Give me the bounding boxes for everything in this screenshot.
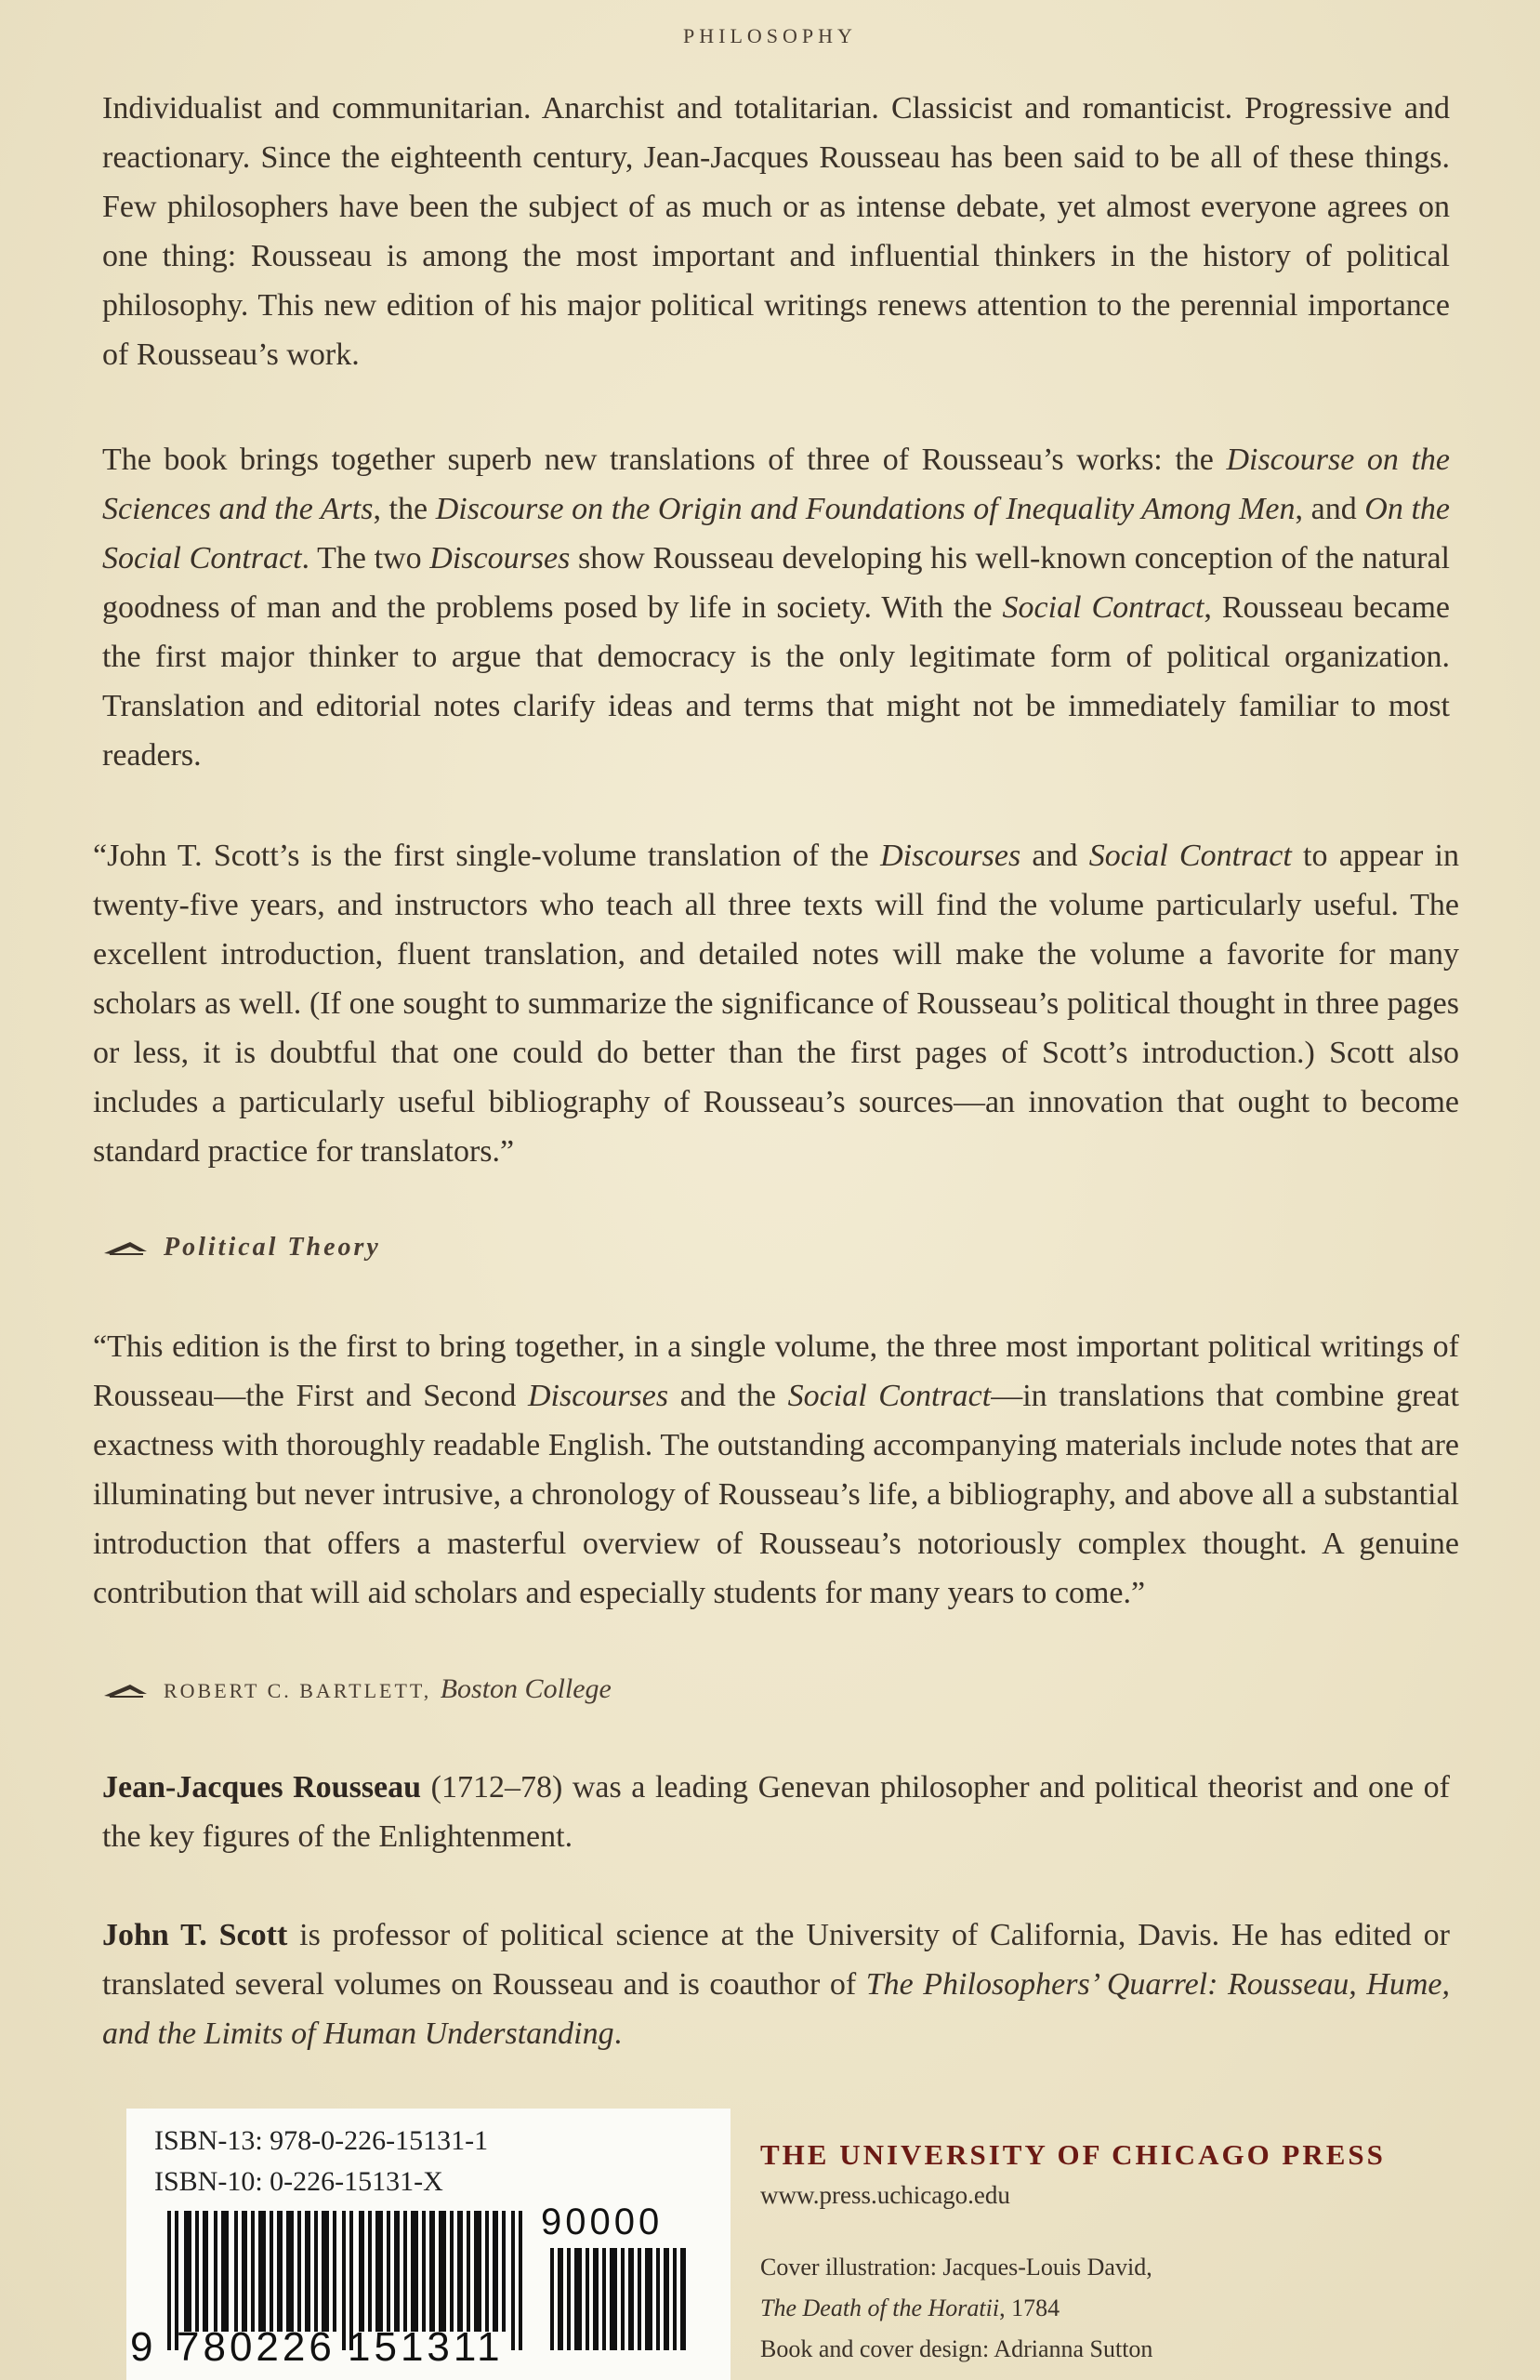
text-run: is professor of political science at the University of California, Davis. He has edited or translated several volumes on Rousseau and is coauthor of [102,1918,1450,2002]
book-title: Social Contract [1088,839,1292,873]
barcode-label [126,2109,731,2380]
section-header: PHILOSOPHY [683,24,857,47]
book-title: Discourses [429,541,571,575]
description-paragraph-2 [102,435,1450,780]
text-run: —in translations that combine great exactness with thoroughly readable English. The outstanding accompanying materials include notes that are illuminating but never intrusive, a chronology of Rousseau’s life, a bibliography, and above all a substantial introduction that offers a masterful overview of Rousseau’s notoriously complex thought. A genuine contribution that will aid scholars and especially students for many years to come.” [93,1379,1459,1610]
artwork-title: The Death of the Horatii [760,2294,1000,2321]
text-run: to appear in twenty-five years, and instructors who teach all three texts will find the volume particularly useful. The excellent introduction, fluent translation, and detailed notes will make the volume a favorite for many scholars as well. (If one sought to summarize the significance of Rousseau’s political thought in three pages or less, it is doubtful that one could do better than the first pages of Scott’s introduction.) Scott also includes a particularly useful bibliography of Rousseau’s sources—an innovation that ought to become standard practice for translators.” [93,839,1459,1169]
text-run: . The two [301,541,430,575]
review-quote-1 [93,831,1459,1176]
book-title: The Philosophers’ Quarrel: Rousseau, Hume, and the Limits of Human Understanding [102,1967,1451,2051]
text-run: , Rousseau became the first major thinker to argue that democracy is the only legitimate form of political organization. Translation and editorial notes clarify ideas and terms that might not be immediately familiar to most readers. [102,590,1450,773]
book-title: Discourses [527,1379,669,1413]
cover-illustration-title [760,2294,1060,2322]
translator-bio-scott [102,1911,1450,2058]
book-title: On the Social Contract [102,492,1450,575]
isbn-13: ISBN-13: 978-0-226-15131-1 [154,2125,489,2156]
review-attribution-2 [102,1673,612,1706]
quill-ornament-icon [102,1678,151,1706]
text-run: . [613,2016,623,2051]
text-run: , the [373,492,436,526]
text-run: The book brings together superb new translations of three of Rousseau’s works: the [102,443,1227,477]
barcode-digits-left: 780226 [177,2324,336,2370]
text-run: (1712–78) was a leading Genevan philosopher and political theorist and one of the key figures of the Enlightenment. [102,1770,1450,1854]
author-bio-rousseau [102,1763,1450,1861]
publisher-url: www.press.uchicago.edu [760,2181,1010,2209]
book-title: Discourse on the Origin and Foundations of Inequality Among Men [435,492,1296,526]
description-paragraph-1: Individualist and communitarian. Anarchist and totalitarian. Classicist and romanticist. Progressive and reactionary. Since the eighteenth century, Jean-Jacques Rousseau has been said to be all of these things. Few philosophers have been the subject of as much or as intense debate, yet almost everyone agrees on one thing: Rousseau is among the most important and influential thinkers in the history of political philosophy. This new edition of his major political writings renews attention to the perennial importance of Rousseau’s work. [102,91,1450,372]
book-title: Social Contract [787,1379,992,1413]
review-quote-2 [93,1322,1459,1618]
text-run: and the [668,1379,788,1413]
reviewer-affiliation: Boston College [440,1673,612,1704]
text-run: show Rousseau developing his well-known conception of the natural goodness of man and the problems posed by life in society. With the [102,541,1450,625]
barcode-digits-right: 151311 [348,2324,504,2370]
isbn-10: ISBN-10: 0-226-15131-X [154,2166,443,2197]
text-run: “This edition is the first to bring together, in a single volume, the three most important political writings of Rousseau—the First and Second [93,1329,1459,1413]
reviewer-name: ROBERT C. BARTLETT, [164,1679,432,1702]
text-run: and [1020,839,1089,873]
book-title: Social Contract [1002,590,1204,625]
author-name: Jean-Jacques Rousseau [102,1770,422,1805]
price-code: 90000 [541,2202,664,2242]
translator-name: John T. Scott [102,1918,288,1952]
text-run: , and [1295,492,1365,526]
book-title: Discourses [880,839,1021,873]
text-run: “John T. Scott’s is the first single-volume translation of the [93,839,881,873]
design-credit: Book and cover design: Adrianna Sutton [760,2335,1153,2362]
barcode-lead-digit: 9 [130,2324,157,2370]
book-title: Discourse on the Sciences and the Arts [102,443,1450,526]
artwork-year: , 1784 [999,2294,1060,2321]
quill-ornament-icon [102,1236,151,1263]
cover-illustration-credit: Cover illustration: Jacques-Louis David, [760,2254,1152,2281]
review-source: Political Theory [164,1233,381,1262]
review-attribution-1 [102,1233,381,1263]
publisher-name: THE UNIVERSITY OF CHICAGO PRESS [760,2138,1386,2171]
